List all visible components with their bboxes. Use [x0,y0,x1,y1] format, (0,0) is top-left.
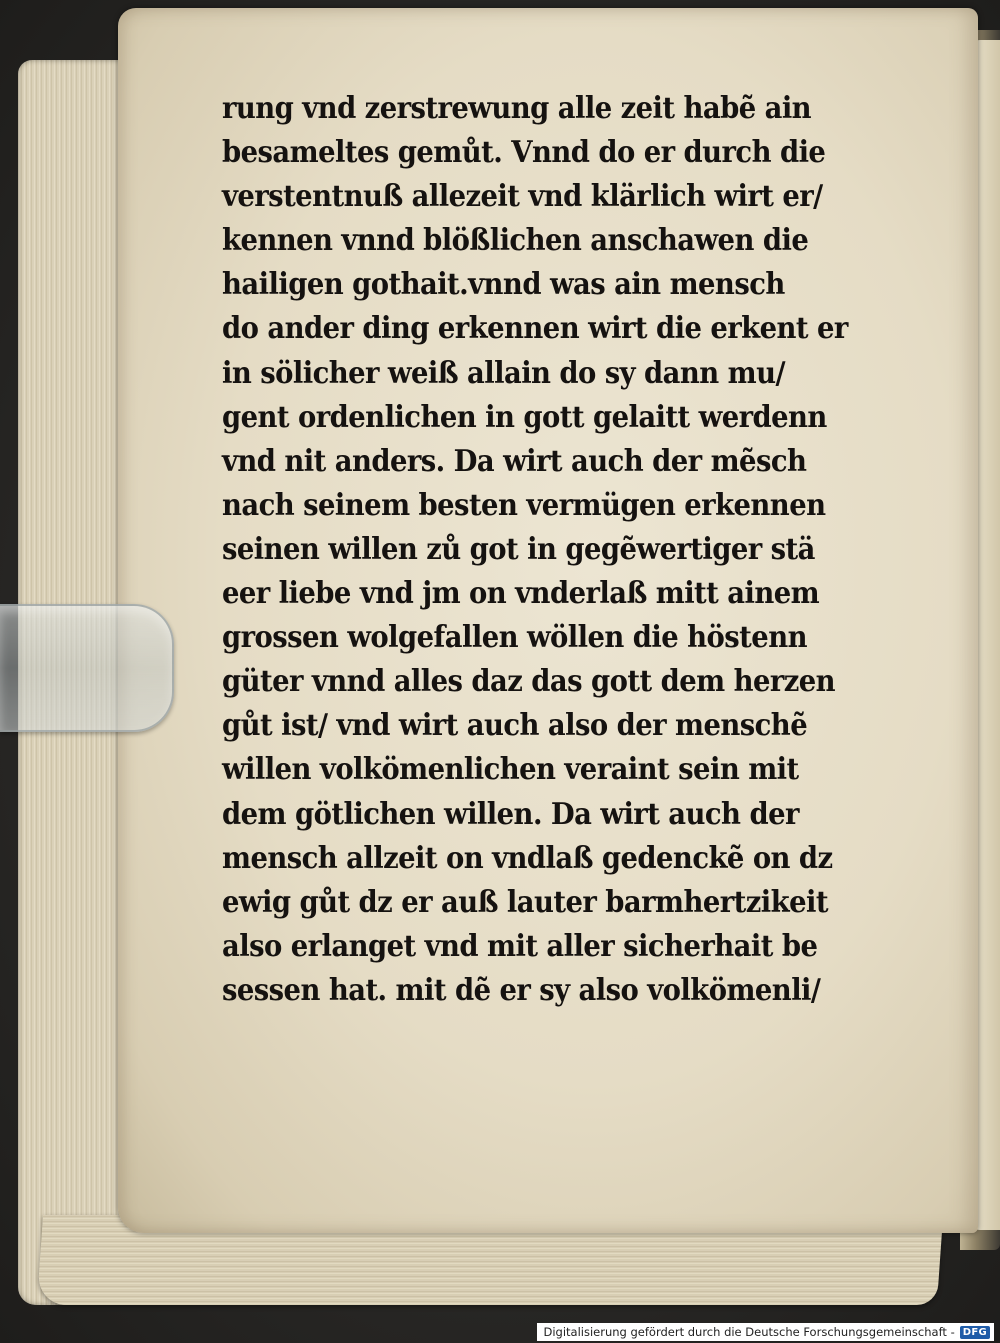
text-line: dem götlichen willen. Da wirt auch der [222,795,799,831]
text-line: nach seinem besten vermügen erkennen [222,486,826,522]
text-line: do ander ding erkennen wirt die erkent er [222,310,848,346]
text-line: hailigen gothait.vnnd was ain mensch [222,266,785,302]
digitization-credit [537,1323,994,1341]
text-line: in sölicher weiß allain do sy dann mu/ [222,354,785,390]
text-line: ewig gůt dz er auß lauter barmhertzikeit [222,883,828,919]
text-line: rung vnd zerstrewung alle zeit habẽ ain [222,90,812,125]
text-line: gůt ist/ vnd wirt auch also der menschẽ [222,707,808,743]
dfg-logo: DFG [960,1326,990,1339]
text-line: güter vnnd alles daz das gott dem herzen [222,663,836,699]
page-clip [0,604,174,732]
credit-text: Digitalisierung gefördert durch die Deutsche Forschungsgemeinschaft - [543,1325,955,1339]
page-text-block [222,86,890,1012]
text-line: willen volkömenlichen veraint sein mit [222,751,799,787]
text-line: besameltes gemůt. Vnnd do er durch die [222,134,826,170]
text-line: verstentnuß allezeit vnd klärlich wirt er/ [222,178,823,214]
text-line: grossen wolgefallen wöllen die höstenn [222,619,807,655]
text-line: vnd nit anders. Da wirt auch der mẽsch [222,442,807,478]
text-line: eer liebe vnd jm on vnderlaß mitt ainem [222,575,820,611]
text-line: kennen vnnd blößlichen anschawen die [222,222,809,258]
text-line: mensch allzeit on vndlaß gedenckẽ on dz [222,839,833,875]
text-line: sessen hat. mit dẽ er sy also volkömenli/ [222,971,821,1007]
text-line: seinen willen zů got in gegẽwertiger stä [222,530,815,566]
text-line: also erlanget vnd mit aller sicherhait be [222,927,818,963]
text-line: gent ordenlichen in gott gelaitt werdenn [222,398,827,434]
